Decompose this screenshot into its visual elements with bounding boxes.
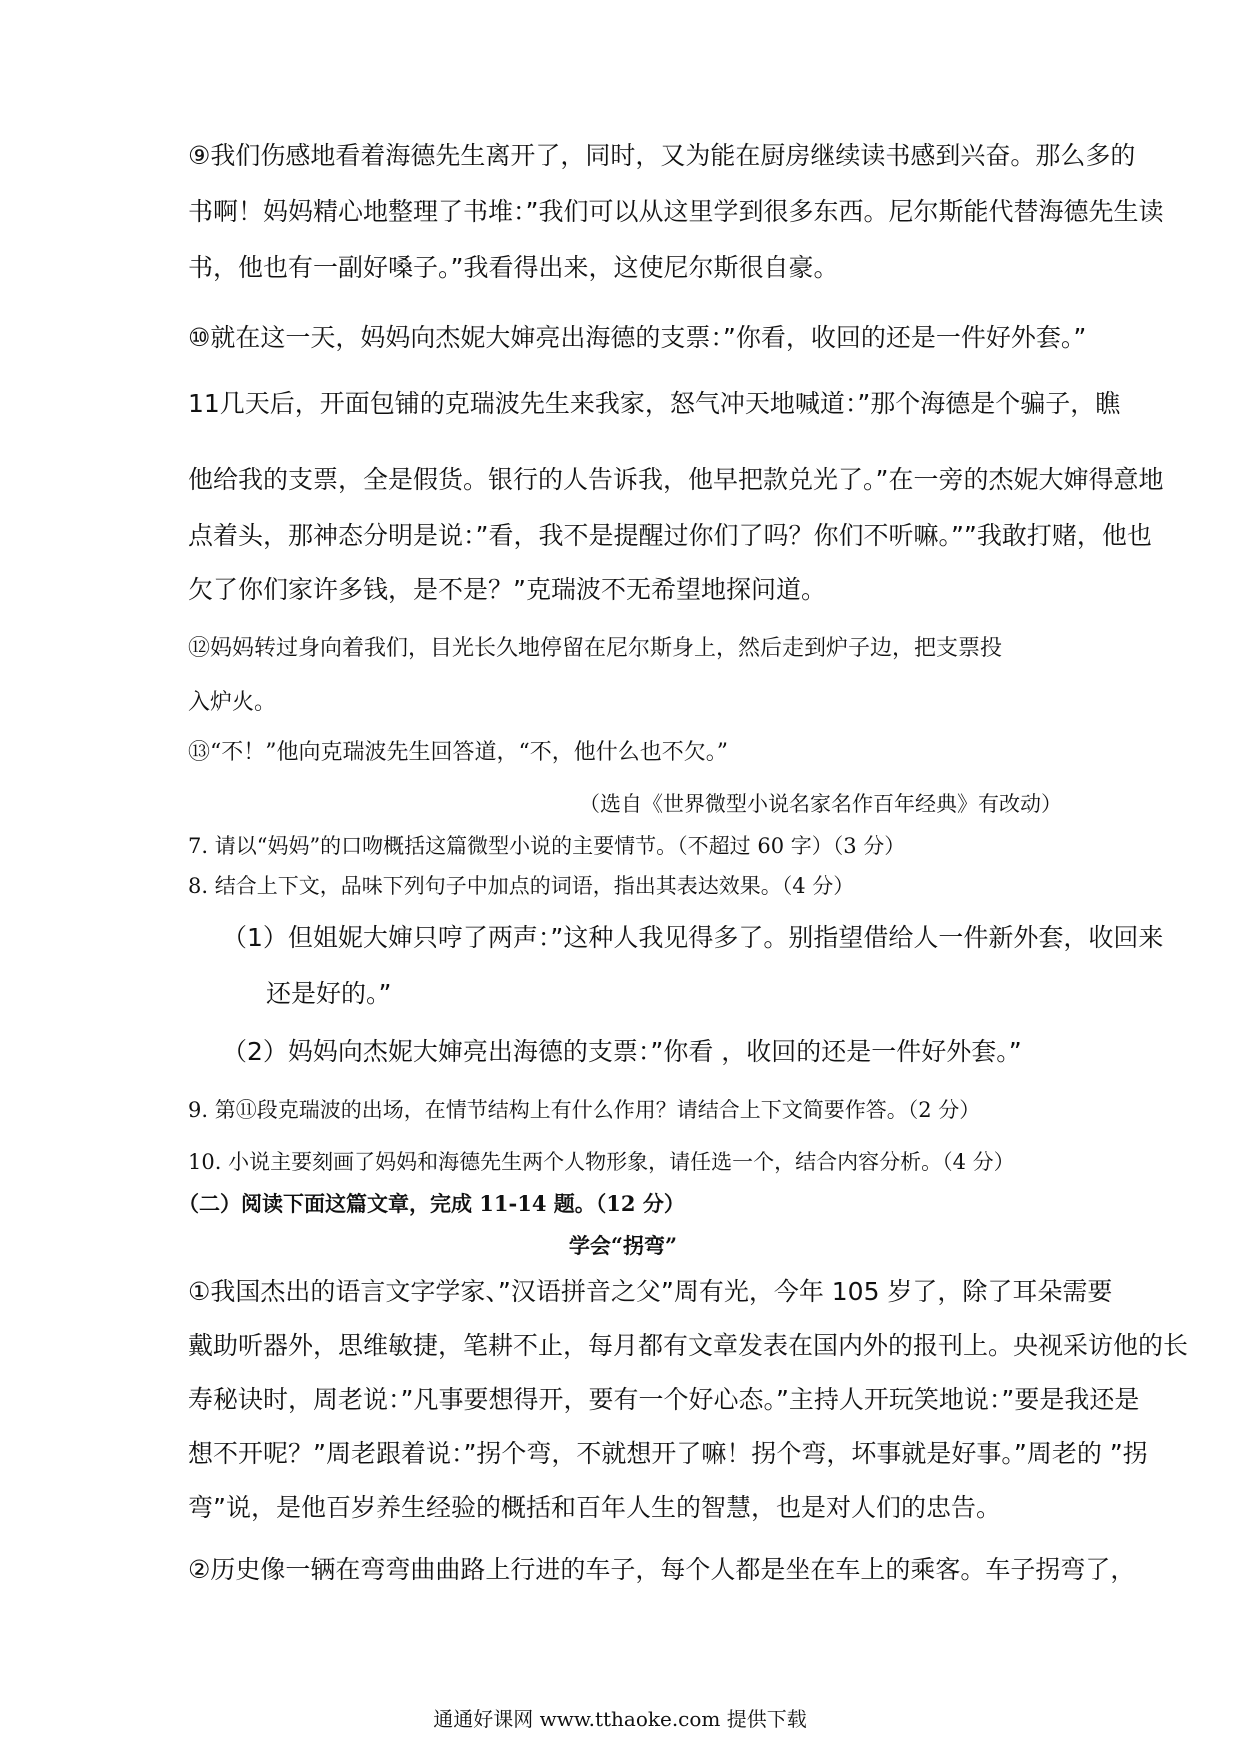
s2-p1-line-4: 想不开呢？”周老跟着说：”拐个弯，不就想开了嘛！拐个弯，坏事就是好事。”周老的 ”拐 [188, 1439, 1148, 1468]
section-2-heading: （二）阅读下面这篇文章，完成 11-14 题。（12 分） [178, 1191, 685, 1216]
question-8-1-line-2: 还是好的。” [266, 979, 392, 1008]
question-8-2: （2）妈妈向杰妮大婶亮出海德的支票：”你看 ，收回的还是一件好外套。” [222, 1037, 1022, 1066]
p11-line-3: 点着头，那神态分明是说：”看，我不是提醒过你们了吗？你们不听嘛。””我敢打赌，他也 [188, 521, 1152, 550]
p10-line: ⑩就在这一天，妈妈向杰妮大婶亮出海德的支票：”你看，收回的还是一件好外套。” [188, 323, 1087, 352]
p11-line-1: 11几天后，开面包铺的克瑞波先生来我家，怒气冲天地喊道：”那个海德是个骗子，瞧 [188, 389, 1121, 418]
p13-line: ⑬“不！”他向克瑞波先生回答道，“不，他什么也不欠。” [188, 740, 728, 765]
article-title: 学会“拐弯” [568, 1233, 678, 1258]
s2-p1-line-1: ①我国杰出的语言文字学家、”汉语拼音之父”周有光，今年 105 岁了，除了耳朵需要 [188, 1277, 1113, 1306]
p9-line-3: 书，他也有一副好嗓子。”我看得出来，这使尼尔斯很自豪。 [188, 253, 839, 282]
p9-line-1: ⑨我们伤感地看着海德先生离开了，同时，又为能在厨房继续读书感到兴奋。那么多的 [188, 141, 1136, 170]
question-8: 8. 结合上下文，品味下列句子中加点的词语，指出其表达效果。（4 分） [188, 874, 855, 898]
question-8-1-line-1: （1）但姐妮大婶只哼了两声：”这种人我见得多了。别指望借给人一件新外套，收回来 [222, 923, 1164, 952]
p12-line-1: ⑫妈妈转过身向着我们，目光长久地停留在尼尔斯身上，然后走到炉子边，把支票投 [188, 636, 1003, 661]
question-10: 10. 小说主要刻画了妈妈和海德先生两个人物形象，请任选一个，结合内容分析。（4 分） [188, 1150, 1015, 1174]
question-9: 9. 第⑪段克瑞波的出场，在情节结构上有什么作用？请结合上下文简要作答。（2 分） [188, 1098, 981, 1122]
page-footer: 通通好课网 www.tthaoke.com 提供下载 [433, 1707, 807, 1731]
s2-p2-line-1: ②历史像一辆在弯弯曲曲路上行进的车子，每个人都是坐在车上的乘客。车子拐弯了， [188, 1555, 1136, 1584]
question-7: 7. 请以“妈妈”的口吻概括这篇微型小说的主要情节。（不超过 60 字）（3 分） [188, 834, 906, 858]
source-citation: （选自《世界微型小说名家名作百年经典》有改动） [579, 792, 1062, 816]
s2-p1-line-3: 寿秘诀时，周老说：”凡事要想得开，要有一个好心态。”主持人开玩笑地说：”要是我还是 [188, 1385, 1140, 1414]
s2-p1-line-5: 弯”说，是他百岁养生经验的概括和百年人生的智慧，也是对人们的忠告。 [188, 1493, 1001, 1522]
p11-line-4: 欠了你们家许多钱，是不是？”克瑞波不无希望地探问道。 [188, 575, 826, 604]
p11-line-2: 他给我的支票，全是假货。银行的人告诉我，他早把款兑光了。”在一旁的杰妮大婶得意地 [188, 465, 1164, 494]
s2-p1-line-2: 戴助听器外，思维敏捷，笔耕不止，每月都有文章发表在国内外的报刊上。央视采访他的长 [188, 1331, 1189, 1360]
p12-line-2: 入炉火。 [188, 690, 277, 715]
p9-line-2: 书啊！妈妈精心地整理了书堆：”我们可以从这里学到很多东西。尼尔斯能代替海德先生读 [188, 197, 1164, 226]
